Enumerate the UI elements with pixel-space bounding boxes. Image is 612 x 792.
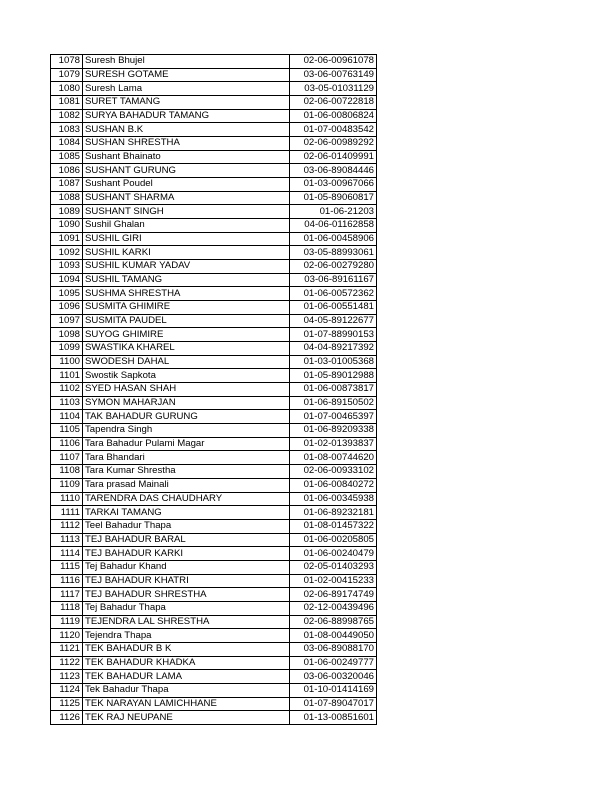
row-number-cell: 1093 [51, 260, 83, 274]
row-number-cell: 1107 [51, 451, 83, 465]
table-row [51, 711, 377, 725]
table-row [51, 314, 377, 328]
row-number-cell: 1090 [51, 219, 83, 233]
table-row [51, 670, 377, 684]
row-number-cell: 1082 [51, 109, 83, 123]
name-cell: Tej Bahadur Khand [83, 560, 290, 574]
name-cell: Teel Bahadur Thapa [83, 519, 290, 533]
id-code-cell: 03-06-00763149 [290, 68, 377, 82]
row-number-cell: 1109 [51, 478, 83, 492]
table-row [51, 109, 377, 123]
table-row [51, 396, 377, 410]
table-row [51, 246, 377, 260]
table-row [51, 424, 377, 438]
table-row [51, 260, 377, 274]
table-row [51, 328, 377, 342]
table-row [51, 574, 377, 588]
row-number-cell: 1114 [51, 547, 83, 561]
row-number-cell: 1080 [51, 82, 83, 96]
row-number-cell: 1124 [51, 683, 83, 697]
name-cell: SUSMITA PAUDEL [83, 314, 290, 328]
name-cell: SUSHANT SHARMA [83, 191, 290, 205]
name-cell: Tej Bahadur Thapa [83, 601, 290, 615]
id-code-cell: 01-06-00345938 [290, 492, 377, 506]
id-code-cell: 01-07-00465397 [290, 410, 377, 424]
name-cell: SUSHMA SHRESTHA [83, 287, 290, 301]
table-row [51, 506, 377, 520]
id-code-cell: 01-07-00483542 [290, 123, 377, 137]
row-number-cell: 1084 [51, 137, 83, 151]
row-number-cell: 1088 [51, 191, 83, 205]
id-code-cell: 02-06-89174749 [290, 588, 377, 602]
table-row [51, 588, 377, 602]
table-row [51, 342, 377, 356]
id-code-cell: 02-06-00933102 [290, 465, 377, 479]
id-code-cell: 04-04-89217392 [290, 342, 377, 356]
name-cell: TEK NARAYAN LAMICHHANE [83, 697, 290, 711]
name-cell: TEJ BAHADUR KHATRI [83, 574, 290, 588]
table-row [51, 273, 377, 287]
name-cell: SUSHANT SINGH [83, 205, 290, 219]
row-number-cell: 1083 [51, 123, 83, 137]
row-number-cell: 1108 [51, 465, 83, 479]
row-number-cell: 1117 [51, 588, 83, 602]
id-code-cell: 03-05-88993061 [290, 246, 377, 260]
row-number-cell: 1086 [51, 164, 83, 178]
name-cell: Sushant Poudel [83, 178, 290, 192]
id-code-cell: 01-06-89209338 [290, 424, 377, 438]
table-row [51, 601, 377, 615]
id-code-cell: 01-07-88990153 [290, 328, 377, 342]
id-code-cell: 01-08-01457322 [290, 519, 377, 533]
name-cell: SUSHIL TAMANG [83, 273, 290, 287]
table-row [51, 369, 377, 383]
row-number-cell: 1095 [51, 287, 83, 301]
id-code-cell: 01-08-00744620 [290, 451, 377, 465]
row-number-cell: 1099 [51, 342, 83, 356]
name-cell: SURET TAMANG [83, 96, 290, 110]
id-code-cell: 01-02-01393837 [290, 437, 377, 451]
table-row [51, 355, 377, 369]
table-row [51, 478, 377, 492]
table-row [51, 615, 377, 629]
id-code-cell: 01-06-00458906 [290, 232, 377, 246]
id-code-cell: 01-06-00249777 [290, 656, 377, 670]
table-row [51, 219, 377, 233]
name-cell: Tara prasad Mainali [83, 478, 290, 492]
id-code-cell: 01-06-00551481 [290, 301, 377, 315]
id-code-cell: 02-06-00279280 [290, 260, 377, 274]
name-cell: Tek Bahadur Thapa [83, 683, 290, 697]
name-cell: Suresh Lama [83, 82, 290, 96]
row-number-cell: 1106 [51, 437, 83, 451]
id-code-cell: 01-06-21203 [290, 205, 377, 219]
name-cell: SUSHANT GURUNG [83, 164, 290, 178]
table-row [51, 123, 377, 137]
id-code-cell: 01-06-00205805 [290, 533, 377, 547]
id-code-cell: 03-06-89084446 [290, 164, 377, 178]
id-code-cell: 01-06-00572362 [290, 287, 377, 301]
name-cell: SUSHIL KUMAR YADAV [83, 260, 290, 274]
name-cell: Tara Bahadur Pulami Magar [83, 437, 290, 451]
name-cell: Sushil Ghalan [83, 219, 290, 233]
id-code-cell: 01-03-00967066 [290, 178, 377, 192]
id-code-cell: 02-06-00722818 [290, 96, 377, 110]
table-body [51, 55, 377, 725]
name-cell: SURYA BAHADUR TAMANG [83, 109, 290, 123]
name-cell: TARKAI TAMANG [83, 506, 290, 520]
name-cell: TEK BAHADUR LAMA [83, 670, 290, 684]
name-cell: SUSMITA GHIMIRE [83, 301, 290, 315]
name-cell: TARENDRA DAS CHAUDHARY [83, 492, 290, 506]
row-number-cell: 1121 [51, 642, 83, 656]
row-number-cell: 1089 [51, 205, 83, 219]
id-code-cell: 02-06-00961078 [290, 55, 377, 69]
row-number-cell: 1078 [51, 55, 83, 69]
id-code-cell: 01-02-00415233 [290, 574, 377, 588]
table-row [51, 137, 377, 151]
name-cell: TEK BAHADUR B K [83, 642, 290, 656]
id-code-cell: 02-06-01409991 [290, 150, 377, 164]
name-cell: Sushant Bhainato [83, 150, 290, 164]
row-number-cell: 1104 [51, 410, 83, 424]
table-row [51, 683, 377, 697]
row-number-cell: 1125 [51, 697, 83, 711]
id-code-cell: 02-06-00989292 [290, 137, 377, 151]
table-row [51, 547, 377, 561]
id-code-cell: 04-06-01162858 [290, 219, 377, 233]
name-cell: SYED HASAN SHAH [83, 383, 290, 397]
row-number-cell: 1100 [51, 355, 83, 369]
id-code-cell: 01-13-00851601 [290, 711, 377, 725]
id-code-cell: 01-06-00840272 [290, 478, 377, 492]
id-code-cell: 03-05-01031129 [290, 82, 377, 96]
table-row [51, 410, 377, 424]
id-code-cell: 03-06-89161167 [290, 273, 377, 287]
id-code-cell: 03-06-89088170 [290, 642, 377, 656]
row-number-cell: 1119 [51, 615, 83, 629]
row-number-cell: 1116 [51, 574, 83, 588]
name-cell: Swostik Sapkota [83, 369, 290, 383]
name-cell: SUYOG GHIMIRE [83, 328, 290, 342]
name-cell: Tapendra Singh [83, 424, 290, 438]
row-number-cell: 1103 [51, 396, 83, 410]
row-number-cell: 1087 [51, 178, 83, 192]
id-code-cell: 01-06-89150502 [290, 396, 377, 410]
table-row [51, 492, 377, 506]
name-cell: TEJ BAHADUR SHRESTHA [83, 588, 290, 602]
id-code-cell: 01-10-01414169 [290, 683, 377, 697]
table-row [51, 82, 377, 96]
name-cell: SWODESH DAHAL [83, 355, 290, 369]
row-number-cell: 1111 [51, 506, 83, 520]
row-number-cell: 1112 [51, 519, 83, 533]
row-number-cell: 1081 [51, 96, 83, 110]
table-row [51, 301, 377, 315]
table-row [51, 178, 377, 192]
id-code-cell: 01-08-00449050 [290, 629, 377, 643]
table-row [51, 519, 377, 533]
row-number-cell: 1105 [51, 424, 83, 438]
name-cell: Tara Kumar Shrestha [83, 465, 290, 479]
row-number-cell: 1113 [51, 533, 83, 547]
table-row [51, 656, 377, 670]
id-code-cell: 04-05-89122677 [290, 314, 377, 328]
name-cell: SWASTIKA KHAREL [83, 342, 290, 356]
id-code-cell: 01-05-89060817 [290, 191, 377, 205]
row-number-cell: 1098 [51, 328, 83, 342]
id-code-cell: 02-05-01403293 [290, 560, 377, 574]
row-number-cell: 1102 [51, 383, 83, 397]
id-code-cell: 03-06-00320046 [290, 670, 377, 684]
row-number-cell: 1101 [51, 369, 83, 383]
id-code-cell: 01-06-00806824 [290, 109, 377, 123]
table-row [51, 451, 377, 465]
name-cell: TEK BAHADUR KHADKA [83, 656, 290, 670]
name-cell: Suresh Bhujel [83, 55, 290, 69]
table-row [51, 287, 377, 301]
name-cell: Tejendra Thapa [83, 629, 290, 643]
row-number-cell: 1094 [51, 273, 83, 287]
name-cell: SYMON MAHARJAN [83, 396, 290, 410]
table-row [51, 533, 377, 547]
id-code-cell: 02-12-00439496 [290, 601, 377, 615]
table-row [51, 232, 377, 246]
data-table [50, 54, 377, 725]
id-code-cell: 01-05-89012988 [290, 369, 377, 383]
name-cell: SUSHIL KARKI [83, 246, 290, 260]
row-number-cell: 1115 [51, 560, 83, 574]
name-cell: SUSHAN SHRESTHA [83, 137, 290, 151]
table-row [51, 697, 377, 711]
row-number-cell: 1120 [51, 629, 83, 643]
name-cell: TEJ BAHADUR KARKI [83, 547, 290, 561]
row-number-cell: 1079 [51, 68, 83, 82]
row-number-cell: 1085 [51, 150, 83, 164]
table-row [51, 642, 377, 656]
row-number-cell: 1097 [51, 314, 83, 328]
name-cell: TEJ BAHADUR BARAL [83, 533, 290, 547]
row-number-cell: 1122 [51, 656, 83, 670]
id-code-cell: 01-06-89232181 [290, 506, 377, 520]
row-number-cell: 1092 [51, 246, 83, 260]
table-row [51, 560, 377, 574]
name-cell: SUSHAN B.K [83, 123, 290, 137]
table-row [51, 191, 377, 205]
name-cell: Tara Bhandari [83, 451, 290, 465]
name-cell: TEJENDRA LAL SHRESTHA [83, 615, 290, 629]
row-number-cell: 1091 [51, 232, 83, 246]
name-cell: TEK RAJ NEUPANE [83, 711, 290, 725]
table-row [51, 437, 377, 451]
table-row [51, 629, 377, 643]
row-number-cell: 1110 [51, 492, 83, 506]
row-number-cell: 1118 [51, 601, 83, 615]
id-code-cell: 01-07-89047017 [290, 697, 377, 711]
table-row [51, 383, 377, 397]
table-row [51, 96, 377, 110]
row-number-cell: 1123 [51, 670, 83, 684]
id-code-cell: 02-06-88998765 [290, 615, 377, 629]
name-cell: SURESH GOTAME [83, 68, 290, 82]
id-code-cell: 01-06-00240479 [290, 547, 377, 561]
row-number-cell: 1096 [51, 301, 83, 315]
id-code-cell: 01-06-00873817 [290, 383, 377, 397]
table-row [51, 164, 377, 178]
table-row [51, 150, 377, 164]
table-row [51, 68, 377, 82]
id-code-cell: 01-03-01005368 [290, 355, 377, 369]
name-cell: TAK BAHADUR GURUNG [83, 410, 290, 424]
table-row [51, 55, 377, 69]
row-number-cell: 1126 [51, 711, 83, 725]
name-cell: SUSHIL GIRI [83, 232, 290, 246]
table-row [51, 465, 377, 479]
table-row [51, 205, 377, 219]
